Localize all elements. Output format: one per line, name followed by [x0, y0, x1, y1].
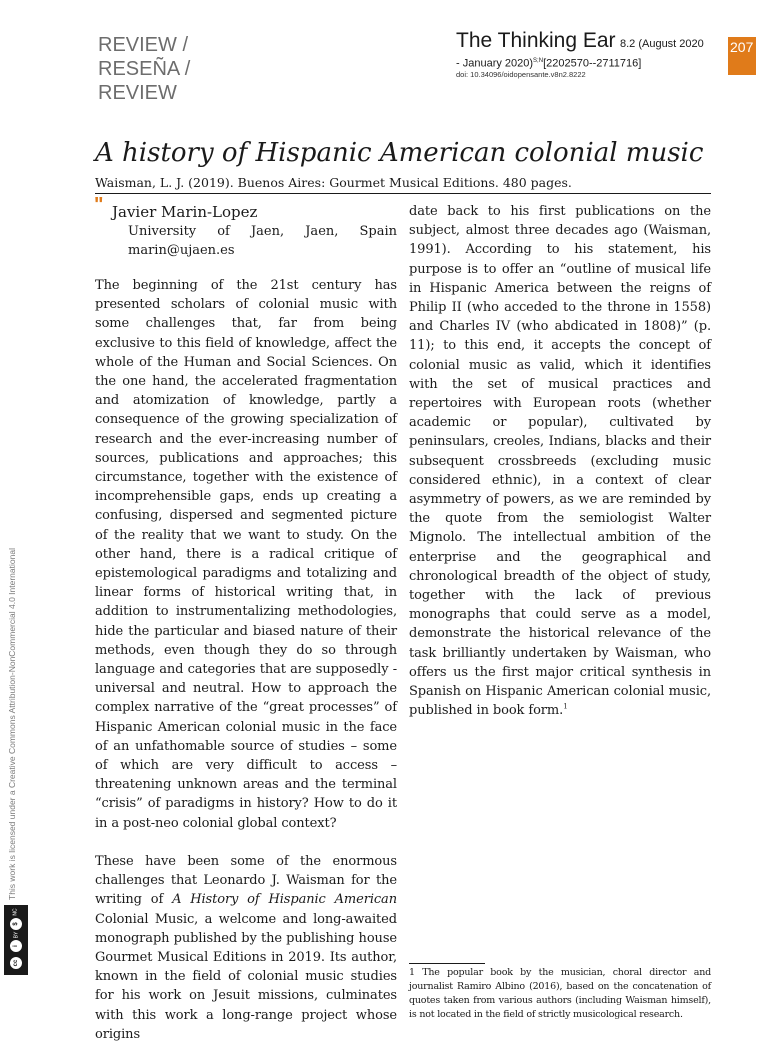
nc-icon: $: [8, 916, 24, 932]
footnote: 1 The popular book by the musician, choral director and journalist Ramiro Albino (2016), based on the concatenation of quotes taken from various authors (including Waisman himself), is not located in the field of strictly musicological research.: [409, 967, 711, 1020]
journal-issue-codes: [2202570--2711716]: [543, 57, 642, 70]
by-label: BY: [12, 931, 19, 939]
cc-icon: cc: [8, 955, 24, 971]
body-column-left: [95, 276, 397, 1044]
by-person-icon: i: [8, 938, 24, 954]
body-paragraph: The beginning of the 21st century has presented scholars of colonial music with some challenges that, far from being exclusive to this field of knowledge, affect the whole of the Human and Social Sciences. On the one hand, the accelerated fragmentation and atomization of knowledge, partly a consequence of the growing specialization of research and the ever-increasing number of sources, publications and approaches; this circumstance, together with the existence of incomprehensible gaps, ends up creating a confusing, dispersed and segmented picture of the reality that we want to study. On the other hand, there is a radical critique of epistemological paradigms and totalizing and linear forms of historical writing that, in addition to instrumentalizing methodologies, hide the particular and biased nature of their methods, even though they do so through language and categories that are supposedly - universal and neutral. How to approach the complex narrative of the “great processes” of Hispanic American colonial music in the face of an unfathomable source of studies – some of which are very difficult to access – threatening unknown areas and the terminal “crisis” of paradigms in history? How to do it in a post-neo colonial global context?: [95, 278, 397, 831]
section-label: [98, 33, 268, 105]
paragraph-text: date back to his first publications on the subject, almost three decades ago (Waisman, 1991). According to his statement, his purpose is to offer an “outline of musical life in Hispanic America between the reigns of Philip II (who acceded to the throne in 1558) and Charles IV (who abdicated in 1808)” (p. 11); to this end, it accepts the concept of colonial music as valid, which it identifies with the set of musical practices and repertoires with European roots (whether academic or popular), cultivated by peninsulars, creoles, Indians, blacks and their subsequent crossbreeds (excluding music considered ethnic), in a context of clear asymmetry of powers, as we are reminded by the quote from the semiologist Walter Mignolo. The intellectual ambition of the enterprise and the geographical and chronological breadth of the object of study, together with the lack of previous monographs that could serve as a model, demonstrate the historical relevance of the task brilliantly undertaken by Waisman, who offers us the first major critical synthesis in Spanish on Hispanic American colonial music, published in book form.: [409, 204, 711, 719]
license-text[interactable]: This work is licensed under a Creative Commons Attribution-NonCommercial 4.0 International: [7, 548, 17, 900]
body-paragraph: [95, 852, 397, 1044]
footnote-divider: [409, 963, 485, 964]
page-number: 207: [728, 37, 756, 75]
section-label-line: REVIEW: [98, 82, 177, 104]
doi-link[interactable]: doi: 10.34096/oidopensante.v8n2.8222: [456, 69, 586, 79]
author-name: Javier Marin-Lopez: [112, 203, 258, 221]
footnote-reference[interactable]: 1: [563, 702, 568, 711]
creative-commons-badge[interactable]: [4, 905, 28, 975]
book-title-italic: A History of Hispanic American: [172, 892, 397, 908]
journal-issue: 8.2 (August 2020: [619, 38, 704, 50]
journal-title: The Thinking Ear: [456, 29, 616, 52]
article-title: A history of Hispanic American colonial music: [95, 138, 704, 168]
body-paragraph: [409, 202, 711, 720]
book-citation: Waisman, L. J. (2019). Buenos Aires: Gourmet Musical Editions. 480 pages.: [95, 175, 711, 194]
author-affiliation: University of Jaen, Jaen, Spain: [128, 224, 397, 239]
journal-issue-cont: - January 2020): [456, 57, 534, 70]
paragraph-text: These have been some of the enormous challenges that Leonardo J. Waisman for the writing of: [95, 853, 397, 908]
section-label-line: REVIEW /: [98, 34, 189, 56]
nc-label: NC: [12, 908, 19, 916]
body-column-right: [409, 202, 711, 720]
section-label-line: RESEÑA /: [98, 58, 191, 80]
paragraph-text: Colonial Music, a welcome and long-awaited monograph published by the publishing house Gourmet Musical Editions in 2019. Its author, known in the field of colonial music studies for his work on Jesuit missions, culminates with this work a long-range project whose origins: [95, 911, 397, 1042]
journal-header: The Thinking Ear 8.2 (August 2020 - January 2020)$^{S;N}$[2202570--2711716] doi: 10.34096/oidopensante.v8n2.8222: [456, 30, 721, 80]
quote-mark-icon: ": [94, 194, 104, 216]
author-email[interactable]: marin@ujaen.es: [128, 243, 235, 258]
